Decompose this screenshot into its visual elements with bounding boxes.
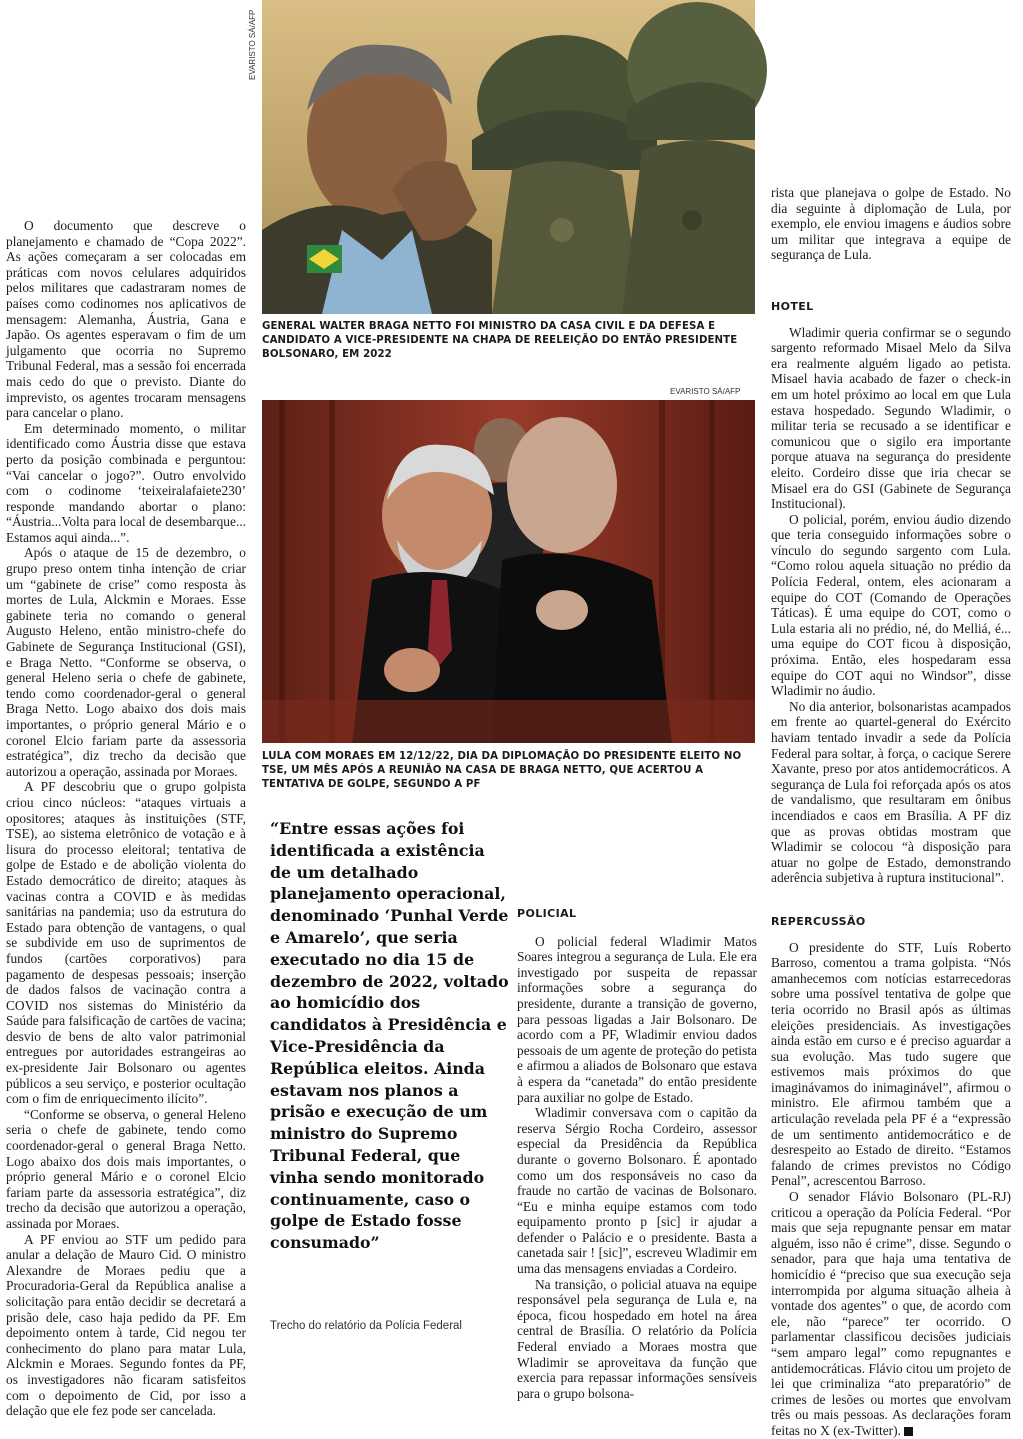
paragraph: No dia anterior, bolsonaristas acampados em frente ao quartel-general do Exército haviam tentado invadir a sede da Polícia Federal para soltar, à força, o cacique Serere Xavante, preso por atos antidemocráticos. A segurança de Lula foi reforçada após os atos de vandalismo, que resultaram em ônibus incendiados e caos em Brasília. A PF diz que as provas obtidas mostram que Wladimir se colocou “à disposição para atuar no golpe de Estado, demonstrando aderência subjetiva à ruptura institucional”. (771, 698, 1011, 886)
paragraph-continuation: rista que planejava o golpe de Estado. No dia seguinte à diplomação de Lula, por exemplo, ele enviou imagens e áudios sobre um militar que integrava a equipe de segurança de Lula. (771, 185, 1011, 263)
paragraph: A PF descobriu que o grupo golpista criou cinco núcleos: “ataques virtuais a opositores; ataques às instituições (STF, TSE), ao sistema eletrônico de votação e à lisura do processo eleitoral; tentativa de golpe de Estado e de abolição violenta do Estado democrático de direito; ataques às vacinas contra a COVID e às medidas sanitárias na pandemia; uso da estrutura do Estado para obtenção de vantagens, o qual se subdivide em uso de suprimentos de fundos (cartões corporativos) para pagamento de despesas pessoais; inserção de dados falsos de vacinação contra a COVID nos sistemas do Ministério da Saúde para falsificação de cartões de vacina; desvio de bens de alto valor patrimonial entregues por autoridades estrangeiras ao ex-presidente Jair Bolsonaro ou agentes públicos a seu serviço, e posterior ocultação com o fim de enriquecimento ilícito”. (6, 779, 246, 1107)
pull-quote: “Entre essas ações foi identificada a existência de um detalhado planejamento operacional, denominado ‘Punhal Verde e Amarelo’, que seria executado no dia 15 de dezembro de 2022, voltado ao homicídio dos candidatos à Presidência e Vice-Presidência da República eleitos. Ainda estavam nos planos a prisão e execução de um ministro do Supremo Tribunal Federal, que vinha sendo monitorado continuamente, caso o golpe de Estado fosse consumado” (270, 819, 509, 1253)
paragraph: Após o ataque de 15 de dezembro, o grupo preso ontem tinha intenção de criar um “gabinete de crise” como resposta às mortes de Lula, Alckmin e Moraes. Esse gabinete teria no comando o general Augusto Heleno, então ministro-chefe do Gabinete de Segurança Institucional (GSI), e Braga Netto. “Conforme se observa, o general Heleno seria o chefe de gabinete, tendo como coordenador-geral o general Braga Netto. Logo abaixo dos dois mais importantes, o próprio general Mário e o coronel Elcio fariam parte da assessoria estratégica”, diz trecho da decisão que autorizou a operação, assinada por Moraes. (6, 545, 246, 779)
article-column-1 (6, 218, 246, 1419)
subhead-hotel: HOTEL (771, 299, 814, 313)
paragraph-last (771, 1189, 1011, 1439)
paragraph: Na transição, o policial atuava na equipe responsável pela segurança de Lula e, na época, ficou hospedado em hotel na área central de Brasília. O relatório da Polícia Federal enviado a Moraes mostra que Wladimir se aproveitava da função que exercia para repassar informações sensíveis para o grupo bolsona- (517, 1276, 757, 1401)
paragraph-text: O senador Flávio Bolsonaro (PL-RJ) criticou a operação da Polícia Federal. “Por mais que seja repugnante pensar em matar alguém, isso não é crime”, disse. Segundo o senador, para que haja uma tentativa de homicídio é “preciso que sua execução seja interrompida por alguma situação alheia à vontade dos agentes” o que, de acordo com ele, não “parece” ter ocorrido. O parlamentar classificou decisões judiciais “sem amparo legal” como repugnantes e antidemocráticas. Flávio citou um projeto de lei que criminaliza “ato preparatório” de crimes de lesões ou mortes que envolvam três ou mais pessoas. As declarações foram feitas no X (ex-Twitter). (771, 1189, 1011, 1438)
photo-braga-netto (262, 0, 755, 314)
photo1-credit: EVARISTO SÁ/AFP (248, 9, 257, 80)
photo2-caption: LULA COM MORAES EM 12/12/22, DIA DA DIPLOMAÇÃO DO PRESIDENTE ELEITO NO TSE, UM MÊS APÓS A REUNIÃO NA CASA DE BRAGA NETTO, QUE ACERTOU A TENTATIVA DE GOLPE, SEGUNDO A PF (262, 751, 742, 790)
paragraph: O policial, porém, enviou áudio dizendo que teria conseguido informações sobre o vínculo do segundo sargento com Lula. “Como rolou aquela situação no prédio da Polícia Federal, ontem, eles acionaram a equipe do COT (Comando de Operações Táticas). É uma equipe do COT, como o Lula estaria ali no prédio, né, do Melliá, é... uma equipe do COT ficou à disposição, próxima. Então, eles hospedaram essa equipe do COT aqui no Windsor”, disse Wladimir no áudio. (771, 511, 1011, 699)
article-column-4 (771, 185, 1011, 1439)
paragraph: A PF enviou ao STF um pedido para anular a delação de Mauro Cid. O ministro Alexandre de Moraes pediu que a Procuradoria-Geral da República analise a solicitação para então decidir se decretará a prisão dele, caso haja pedido da PF. Em depoimento ontem à tarde, Cid negou ter conhecimento do plano para matar Lula, Alckmin e Moraes. Segundo fontes da PF, os investigadores não ficaram satisfeitos com o depoimento de Cid, por isso a delação que ele fez pode ser cancelada. (6, 1231, 246, 1419)
photo2-credit: EVARISTO SÁ/AFP (670, 387, 741, 396)
photo-braga-netto-illustration (262, 0, 755, 314)
paragraph: “Conforme se observa, o general Heleno seria o chefe de gabinete, tendo como coordenador-geral o general Braga Netto. Logo abaixo dos dois mais importantes, o próprio general Mário e o coronel Elcio fariam parte da assessoria estratégica”, diz trecho da decisão que autorizou a operação, assinada por Moraes. (6, 1106, 246, 1231)
paragraph: O policial federal Wladimir Matos Soares integrou a segurança de Lula. Ele era investigado por suspeita de repassar informações sobre a segurança do presidente, durante a transição de governo, para pessoas ligadas a Jair Bolsonaro. De acordo com a PF, Wladimir enviou dados pessoais de um agente de proteção do petista e afirmou a aliados de Bolsonaro que estava à espera da “canetada” do então presidente para auxiliar no golpe de Estado. (517, 933, 757, 1105)
article-column-3 (517, 907, 757, 1401)
paragraph: O presidente do STF, Luís Roberto Barroso, comentou a trama golpista. “Nós amanhecemos com notícias estarrecedoras sobre uma possível tentativa de golpe que teria ocorrido no Brasil após as últimas eleições presidenciais. As investigações ainda estão em curso e é preciso aguardar a sua evolução. Mas tudo sugere que estivemos mais próximos do que imaginávamos do inimaginável”, afirmou o ministro. Ele afirmou também que a articulação revelada pela PF é a “expressão de um sentimento antidemocrático e de desrespeito ao Estado de direito. “Estamos falando de crimes previstos no Código Penal”, acrescentou Barroso. (771, 939, 1011, 1189)
subhead-repercussao: REPERCUSSÃO (771, 914, 866, 928)
paragraph: O documento que descreve o planejamento e chamado de “Copa 2022”. As ações começaram a ser colocadas em práticas com novos celulares adquiridos pelos militares que cadastraram nomes de países como codinomes nos aplicativos de mensagem: Alemanha, Áustria, Gana e Japão. Os agentes esperavam o fim de um julgamento que ocorria no Supremo Tribunal Federal, mas a sessão foi encerrada mais cedo do que o previsto. Diante do imprevisto, os agentes trocaram mensagens para cancelar o plano. (6, 218, 246, 421)
photo-lula-moraes (262, 400, 755, 743)
paragraph: Wladimir queria confirmar se o segundo sargento reformado Misael Melo da Silva era realmente alguém ligado ao petista. Misael havia acabado de fazer o check-in em um hotel próximo ao local em que Lula estava hospedado. Segundo Wladimir, o militar teria se recusado a se identificar e comunicou que o sigilo era importante porque atuava na segurança do presidente eleito. Cordeiro disse que iria checar se Misael era do GSI (Gabinete de Segurança Institucional). (771, 324, 1011, 512)
photo1-caption: GENERAL WALTER BRAGA NETTO FOI MINISTRO DA CASA CIVIL E DA DEFESA E CANDIDATO A VICE-PRESIDENTE NA CHAPA DE REELEIÇÃO DO ENTÃO PRESIDENTE BOLSONARO, EM 2022 (262, 321, 738, 360)
subhead-policial: POLICIAL (517, 907, 577, 920)
paragraph: Wladimir conversava com o capitão da reserva Sérgio Rocha Cordeiro, assessor especial da Presidência da República durante o governo Bolsonaro. É apontado como um dos responsáveis no caso da fraude no cartão de vacinas de Bolsonaro. “Eu e minha equipe estamos com todo equipamento pronto p [sic] ir ajudar a defender o Palácio e o presidente. Basta a canetada sair ! [sic]”, escreveu Wladimir em uma das mensagens enviadas a Cordeiro. (517, 1105, 757, 1277)
end-of-article-icon (904, 1427, 913, 1436)
paragraph: Em determinado momento, o militar identificado como Áustria disse que estava perto da posição combinada e perguntou: “Vai cancelar o jogo?”. Outro envolvido com o codinome ‘teixeiralafaiete230’ responde mandando abortar o plano: “Áustria...Volta para local de desembarque... Estamos aqui ainda...”. (6, 420, 246, 545)
pull-quote-attribution: Trecho do relatório da Polícia Federal (270, 1320, 462, 1332)
photo-lula-moraes-illustration (262, 400, 755, 743)
